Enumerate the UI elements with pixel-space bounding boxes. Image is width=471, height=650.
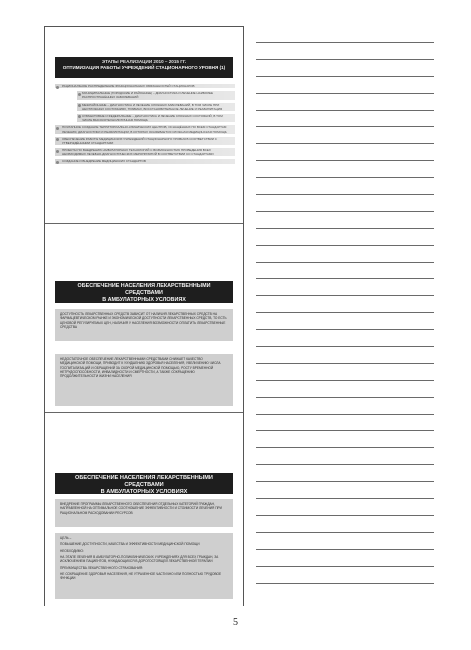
note-line [256, 566, 434, 567]
note-line [256, 228, 434, 229]
slide-2-box-1-text: ДОСТУПНОСТЬ ЛЕКАРСТВЕННЫХ СРЕДСТВ ЗАВИСИТ ОТ НАЛИЧИЯ ЛЕКАРСТВЕННЫХ СРЕДСТВ НА ФАРМАЦЕВТИЧЕСКОМ РЫНКЕ И ЭКОНОМИЧЕСКОЙ ДОСТУПНОСТИ ЛЕКАРСТВЕННЫХ СРЕДСТВ, ТО ЕСТЬ ЦЕНОВОЙ РЕГУЛИРУЕМЫХ ЦЕН, НАЛИЧИЯ У НАСЕЛЕНИЯ ВОЗМОЖНОСТИ ОПЛАТИТЬ ЛЕКАРСТВЕННЫЕ СРЕДСТВА [60, 312, 227, 329]
note-line [256, 346, 434, 347]
note-line [256, 532, 434, 533]
note-line [256, 481, 434, 482]
note-line [256, 414, 434, 415]
note-line [256, 515, 434, 516]
list-item: СУБЪЕКТОВЫЕ И ФЕДЕРАЛЬНЫЕ – ДИАГНОСТИКА И ЛЕЧЕНИЕ СЛОЖНЫХ СОСТОЯНИЙ, В ТОМ ЧИСЛЕ ВЫСОКОТЕХНОЛОГИЧНАЯ ПОМОЩЬ [77, 114, 235, 122]
note-line [256, 110, 434, 111]
slide-3-box-2-text: НЕ СОКРАЩЕНИЕ ЗДОРОВЬЯ НАСЕЛЕНИЯ, НЕ УТРАЧЕННОЕ ЧАСТИЧНО ИЛИ ПОЛНОСТЬЮ ТРУДОВОЕ ФУНКЦИИ [60, 571, 222, 581]
list-item: СОЗДАНИЕ И ВНЕДРЕНИЕ МЕДИЦИНСКИХ СТАНДАРТОВ [55, 159, 235, 163]
slide-3-text-box-1 [55, 499, 233, 527]
slide-3-box-2-text: ПОВЫШЕНИЕ ДОСТУПНОСТИ, КАЧЕСТВА И ЭФФЕКТИВНОСТИ МЕДИЦИНСКОЙ ПОМОЩИ [60, 542, 200, 547]
note-line [256, 498, 434, 499]
note-line [256, 143, 434, 144]
slide-2-text-box-1 [55, 309, 233, 341]
note-line [256, 126, 434, 127]
note-line [256, 76, 434, 77]
slide-1 [45, 27, 243, 223]
note-line [256, 464, 434, 465]
slide-3-text-box-2 [55, 533, 233, 599]
slide-3 [45, 412, 243, 606]
list-item: МЕЖРАЙОННЫЕ – ДИАГНОСТИКА И ЛЕЧЕНИЕ СЛОЖНЫХ ЗАБОЛЕВАНИЙ, В ТОМ ЧИСЛЕ ПРИ НЕОТЛОЖНЫХ СОСТОЯНИЯХ, ТРАВМАХ, ВОССТАНОВИТЕЛЬНОЕ ЛЕЧЕНИЕ И РЕАБИЛИТАЦИЯ [77, 103, 235, 111]
slide-3-title-line-1: ОБЕСПЕЧЕНИЕ НАСЕЛЕНИЯ ЛЕКАРСТВЕННЫМИ СРЕДСТВАМИ [75, 475, 213, 488]
list-item: РАЦИОНАЛЬНОЕ РАСПРЕДЕЛЕНИЕ ФУНКЦИОНАЛЬНЫХ ОБЯЗАННОСТЕЙ СТАЦИОНАРОВ [55, 84, 235, 88]
slide-2-title-line-2: В АМБУЛАТОРНЫХ УСЛОВИЯХ [102, 296, 186, 303]
note-line [256, 312, 434, 313]
slide-strip [44, 26, 244, 606]
slide-3-title-line-2: В АМБУЛАТОРНЫХ УСЛОВИЯХ [100, 488, 188, 495]
slide-3-title [55, 473, 233, 494]
list-item: ПОЭТАПНОЕ СОЗДАНИЕ ТЕРРИТОРИАЛЬНО-КЛИНИЧЕСКИХ ЦЕНТРОВ, ОСНАЩЁННЫХ ПО ВСЕМ СТАНДАРТАМ ЛЕЧЕНИЯ, ДИАГНОСТИКИ И РЕАБИЛИТАЦИИ, В КОТОРЫХ ОКАЗЫВАЕТСЯ СЛОЖНАЯ МЕДИЦИНСКАЯ ПОМОЩЬ [55, 125, 235, 133]
note-line [256, 160, 434, 161]
slide-2-title-line-1: ОБЕСПЕЧЕНИЕ НАСЕЛЕНИЯ ЛЕКАРСТВЕННЫМИ СРЕДСТВАМИ [77, 283, 211, 296]
page-number: 5 [233, 617, 238, 628]
note-line [256, 583, 434, 584]
slide-1-title-line-2: ОПТИМИЗАЦИЯ РАБОТЫ УЧРЕЖДЕНИЙ СТАЦИОНАРНОГО УРОВНЯ (1) [62, 64, 226, 70]
slide-1-title-line-1: ЭТАПЫ РЕАЛИЗАЦИИ 2010 – 2015 ГГ. [101, 59, 187, 64]
note-line [256, 397, 434, 398]
slide-3-box-2-text: ЦЕЛЬ – [60, 536, 72, 540]
note-lines [256, 42, 434, 599]
note-line [256, 329, 434, 330]
slide-1-title [55, 57, 233, 78]
note-line [256, 194, 434, 195]
note-line [256, 177, 434, 178]
note-line [256, 42, 434, 43]
note-line [256, 211, 434, 212]
slide-3-box-1-text: ВНЕДРЕНИЕ ПРОГРАММЫ ЛЕКАРСТВЕННОГО ОБЕСПЕЧЕНИЯ ОТДЕЛЬНЫХ КАТЕГОРИЙ ГРАЖДАН, НАПРАВЛЕННОЙ НА ОПТИМАЛЬНОЕ СООТНОШЕНИЕ ЭФФЕКТИВНОСТИ И СТОИМОСТИ ЛЕЧЕНИЯ ПРИ РАЦИОНАЛЬНОМ РАСХОДОВАНИИ РЕСУРСОВ [60, 502, 222, 515]
note-line [256, 447, 434, 448]
note-line [256, 59, 434, 60]
note-line [256, 262, 434, 263]
slide-2-box-2-text: НЕДОСТАТОЧНОЕ ОБЕСПЕЧЕНИЕ ЛЕКАРСТВЕННЫМИ СРЕДСТВАМИ СНИЖАЕТ КАЧЕСТВО МЕДИЦИНСКОЙ ПОМОЩИ, ПРИВОДИТ К УХУДШЕНИЮ ЗДОРОВЬЯ НАСЕЛЕНИЯ, УВЕЛИЧЕНИЮ ЧИСЛА ГОСПИТАЛИЗАЦИЙ И ОБРАЩЕНИЙ ЗА СКОРОЙ МЕДИЦИНСКОЙ ПОМОЩЬЮ, РОСТУ ВРЕМЕННОЙ НЕТРУДОСПОСОБНОСТИ, ИНВАЛИДНОСТИ И СМЕРТНОСТИ, А ТАКЖЕ СОКРАЩЕНИЮ ПРОДОЛЖИТЕЛЬНОСТИ ЖИЗНИ НАСЕЛЕНИЯ [60, 357, 221, 379]
slide-2 [45, 223, 243, 413]
list-item: ПРОЕКТЫ ПО ВНЕДРЕНИЮ АМБУЛАТОРНЫХ ТЕХНОЛОГИЙ С ВОЗМОЖНОСТЬЮ ПРОВЕДЕНИЯ ВСЕХ НЕОБХОДИМЫХ ЛЕЧЕБНО-ДИАГНОСТИЧЕСКИХ МЕРОПРИЯТИЙ В СООТВЕТСТВИИ СО СТАНДАРТАМИ [55, 148, 235, 156]
note-line [256, 549, 434, 550]
note-line [256, 245, 434, 246]
slide-3-box-2-text: НА ЭТАПЕ ЛЕЧЕНИЯ В АМБУЛАТОРНО-ПОЛИКЛИНИЧЕСКИХ УЧРЕЖДЕНИЯХ ДЛЯ ВСЕХ ГРАЖДАН, ЗА ИСКЛЮЧЕНИЕМ ПАЦИЕНТОВ, НУЖДАЮЩИХСЯ В ДОРОГОСТОЯЩЕЙ ЛЕКАРСТВЕННОЙ ТЕРАПИИ [60, 554, 219, 564]
list-item: МУНИЦИПАЛЬНЫЕ (ГОРОДСКИЕ И РАЙОННЫЕ) – ДИАГНОСТИКА И ЛЕЧЕНИЕ НАИБОЛЕЕ РАСПРОСТРАНЁННЫХ ЗАБОЛЕВАНИЙ [77, 91, 235, 99]
list-item: ОБЕСПЕЧЕНИЕ РАБОТЫ МЕДИЦИНСКИХ УЧРЕЖДЕНИЙ СТАЦИОНАРНОГО УРОВНЯ В СООТВЕТСТВИИ С УТВЕРЖДЁННЫМИ СТАНДАРТАМИ [55, 137, 235, 145]
note-line [256, 93, 434, 94]
note-line [256, 278, 434, 279]
slide-1-bullet-list [55, 84, 235, 167]
note-line [256, 295, 434, 296]
slide-2-text-box-2 [55, 354, 233, 406]
note-line [256, 363, 434, 364]
slide-3-box-2-text: НЕОБХОДИМО: [60, 548, 84, 553]
slide-3-box-2-text: ПРЕИМУЩЕСТВА ЛЕКАРСТВЕННОГО СТРАХОВАНИЯ: [60, 565, 144, 570]
slide-2-title [55, 281, 233, 303]
note-line [256, 430, 434, 431]
note-line [256, 380, 434, 381]
